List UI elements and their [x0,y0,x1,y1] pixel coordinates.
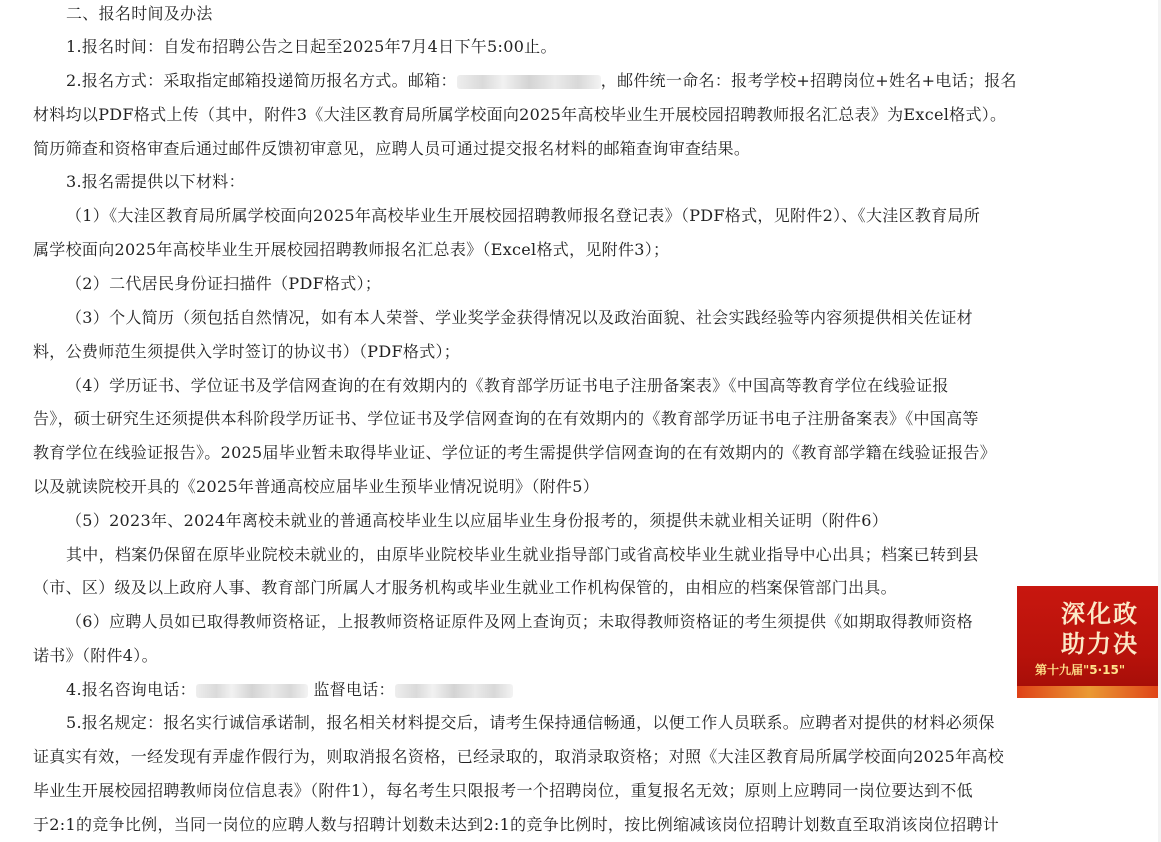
paragraph-line [66,274,381,294]
paragraph-line [33,105,1006,125]
banner-decoration [1017,686,1161,698]
line-text: （6）应聘人员如已取得教师资格证，上报教师资格证原件及网上查询页；未取得教师资格证的考生须提供《如期取得教师资格 [66,612,973,631]
banner-footer-text: 第十九届"5·15" [1035,663,1126,677]
paragraph-line [66,71,1017,91]
paragraph-line [66,308,973,328]
line-text: 教育学位在线验证报告》。2025届毕业暂未取得毕业证、学位证的考生需提供学信网查询的在有效期内的《教育部学籍在线验证报告》 [33,443,997,462]
paragraph-line [33,578,897,598]
line-text: 1.报名时间：自发布招聘公告之日起至2025年7月4日下午5:00止。 [66,37,557,56]
line-text: 属学校面向2025年高校毕业生开展校园招聘教师报名汇总表》（Excel格式，见附件3）； [33,240,670,259]
paragraph-line [66,206,980,226]
line-text: 5.报名规定：报名实行诚信承诺制，报名相关材料提交后，请考生保持通信畅通，以便工作人员联系。应聘者对提供的材料必须保 [66,713,995,732]
banner-headline-2: 助力决 [1061,630,1139,658]
banner-headline-1: 深化政 [1061,600,1139,628]
line-text: 告》，硕士研究生还须提供本科阶段学历证书、学位证书及学信网查询的在有效期内的《教育部学历证书电子注册备案表》《中国高等 [33,409,979,428]
line-text-continued: ，邮件统一命名：报考学校+招聘岗位+姓名+电话；报名 [600,71,1017,90]
line-text: （3）个人简历（须包括自然情况，如有本人荣誉、学业奖学金获得情况以及政治面貌、社会实践经验等内容须提供相关佐证材 [66,308,973,327]
redacted-contact [457,75,601,89]
line-text: 毕业生开展校园招聘教师岗位信息表》（附件1），每名考生只限报考一个招聘岗位，重复报名无效；原则上应聘同一岗位要达到不低 [33,781,973,800]
line-text: 简历筛查和资格审查后通过邮件反馈初审意见，应聘人员可通过提交报名材料的邮箱查询审查结果。 [33,139,751,158]
paragraph-line [66,511,888,531]
line-text: 其中，档案仍保留在原毕业院校未就业的，由原毕业院校毕业生就业指导部门或省高校毕业生就业指导中心出具；档案已转到县 [66,545,979,564]
line-text: 2.报名方式：采取指定邮箱投递简历报名方式。邮箱： [66,71,457,90]
paragraph-line [66,713,995,733]
paragraph-line [66,4,213,24]
paragraph-line [33,443,996,463]
line-text: （2）二代居民身份证扫描件（PDF格式）； [66,274,382,293]
line-text: 以及就读院校开具的《2025年普通高校应届毕业生预毕业情况说明》（附件5） [33,477,599,496]
paragraph-line [33,781,973,801]
paragraph-line [33,646,158,666]
line-text-continued: 监督电话： [307,680,395,699]
promo-banner[interactable] [1017,586,1161,698]
line-text: 3.报名需提供以下材料： [66,172,245,191]
paragraph-line [33,747,1004,767]
line-text: 4.报名咨询电话： [66,680,196,699]
paragraph-line [33,477,599,497]
paragraph-line [33,815,999,835]
paragraph-line [33,342,460,362]
line-text: 二、报名时间及办法 [66,4,213,23]
paragraph-line [33,409,979,429]
paragraph-line [66,37,557,57]
line-text: （1）《大洼区教育局所属学校面向2025年高校毕业生开展校园招聘教师报名登记表》（PDF格式，见附件2）、《大洼区教育局所 [66,206,981,225]
redacted-contact [196,684,308,698]
paragraph-line [66,376,949,396]
paragraph-line [66,680,513,700]
line-text: 料，公费师范生须提供入学时签订的协议书）（PDF格式）； [33,342,461,361]
paragraph-line [66,612,973,632]
paragraph-line [66,545,979,565]
paragraph-line [33,139,750,159]
line-text: （市、区）级及以上政府人事、教育部门所属人才服务机构或毕业生就业工作机构保管的，由相应的档案保管部门出具。 [33,578,897,597]
line-text: 诺书》（附件4）。 [33,646,158,665]
line-text: （5）2023年、2024年离校未就业的普通高校毕业生以应届毕业生身份报考的，须提供未就业相关证明（附件6） [66,511,888,530]
paragraph-line [33,240,669,260]
line-text: 证真实有效，一经发现有弄虚作假行为，则取消报名资格，已经录取的，取消录取资格；对照《大洼区教育局所属学校面向2025年高校 [33,747,1005,766]
paragraph-line [66,172,245,192]
redacted-contact [395,684,513,698]
line-text: 于2:1的竞争比例，当同一岗位的应聘人数与招聘计划数未达到2:1的竞争比例时，按比例缩减该岗位招聘计划数直至取消该岗位招聘计 [33,815,1000,834]
line-text: （4）学历证书、学位证书及学信网查询的在有效期内的《教育部学历证书电子注册备案表》《中国高等教育学位在线验证报 [66,376,949,395]
line-text: 材料均以PDF格式上传（其中，附件3《大洼区教育局所属学校面向2025年高校毕业生开展校园招聘教师报名汇总表》为Excel格式）。 [33,105,1007,124]
